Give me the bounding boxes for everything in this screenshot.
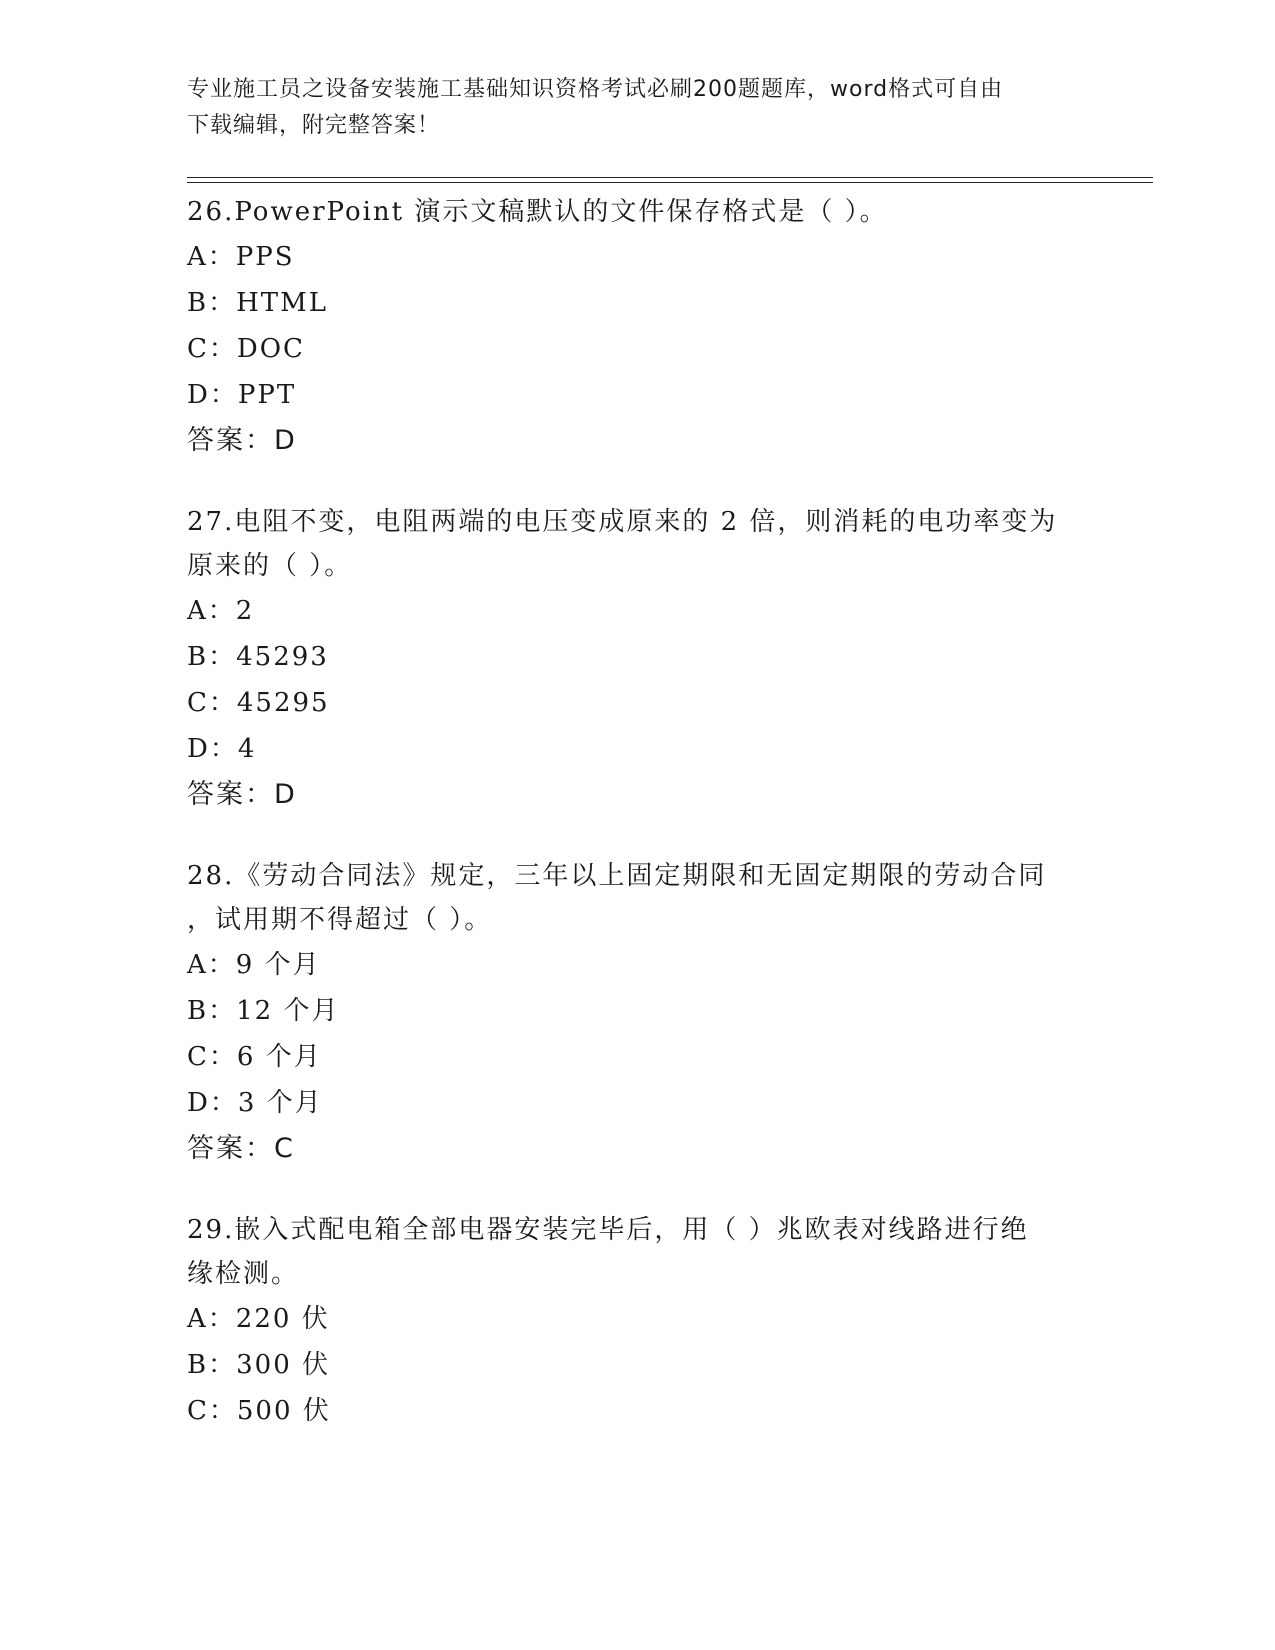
option-a: A：PPS	[187, 242, 295, 272]
question-item	[187, 854, 1087, 1172]
document-header	[187, 72, 1077, 144]
header-divider-bottom	[187, 182, 1153, 183]
option-c: C：6 个月	[187, 1042, 322, 1072]
question-item	[187, 500, 1087, 818]
option-c: C：500 伏	[187, 1396, 331, 1426]
option-c: C：DOC	[187, 334, 305, 364]
question-item	[187, 190, 1087, 464]
question-title-continued: 原来的（ ）。	[187, 551, 353, 581]
option-b: B：12 个月	[187, 996, 340, 1026]
header-line-2: 下载编辑，附完整答案！	[187, 113, 441, 138]
question-list	[187, 190, 1087, 1470]
header-divider-top	[187, 177, 1153, 178]
option-d: D：4	[187, 734, 257, 764]
question-item	[187, 1208, 1087, 1434]
question-title-continued: 缘检测。	[187, 1259, 300, 1289]
question-title: 27.电阻不变，电阻两端的电压变成原来的 2 倍，则消耗的电功率变为	[187, 507, 1058, 537]
option-b: B：HTML	[187, 288, 329, 318]
question-title-continued: ，试用期不得超过（ ）。	[187, 905, 493, 935]
question-title: 28.《劳动合同法》规定，三年以上固定期限和无固定期限的劳动合同	[187, 861, 1047, 891]
header-line-1: 专业施工员之设备安装施工基础知识资格考试必刷200题题库，word格式可自由	[187, 77, 1004, 102]
option-a: A：9 个月	[187, 950, 321, 980]
answer-line: 答案：D	[187, 425, 297, 456]
option-a: A：2	[187, 596, 255, 626]
question-title: 29.嵌入式配电箱全部电器安装完毕后，用（ ）兆欧表对线路进行绝	[187, 1215, 1029, 1245]
option-d: D：3 个月	[187, 1088, 323, 1118]
option-a: A：220 伏	[187, 1304, 330, 1334]
option-c: C：45295	[187, 688, 330, 718]
answer-line: 答案：D	[187, 779, 297, 810]
answer-line: 答案：C	[187, 1133, 295, 1164]
question-title: 26.PowerPoint 演示文稿默认的文件保存格式是（ ）。	[187, 197, 888, 227]
option-b: B：45293	[187, 642, 329, 672]
option-d: D：PPT	[187, 380, 297, 410]
option-b: B：300 伏	[187, 1350, 330, 1380]
